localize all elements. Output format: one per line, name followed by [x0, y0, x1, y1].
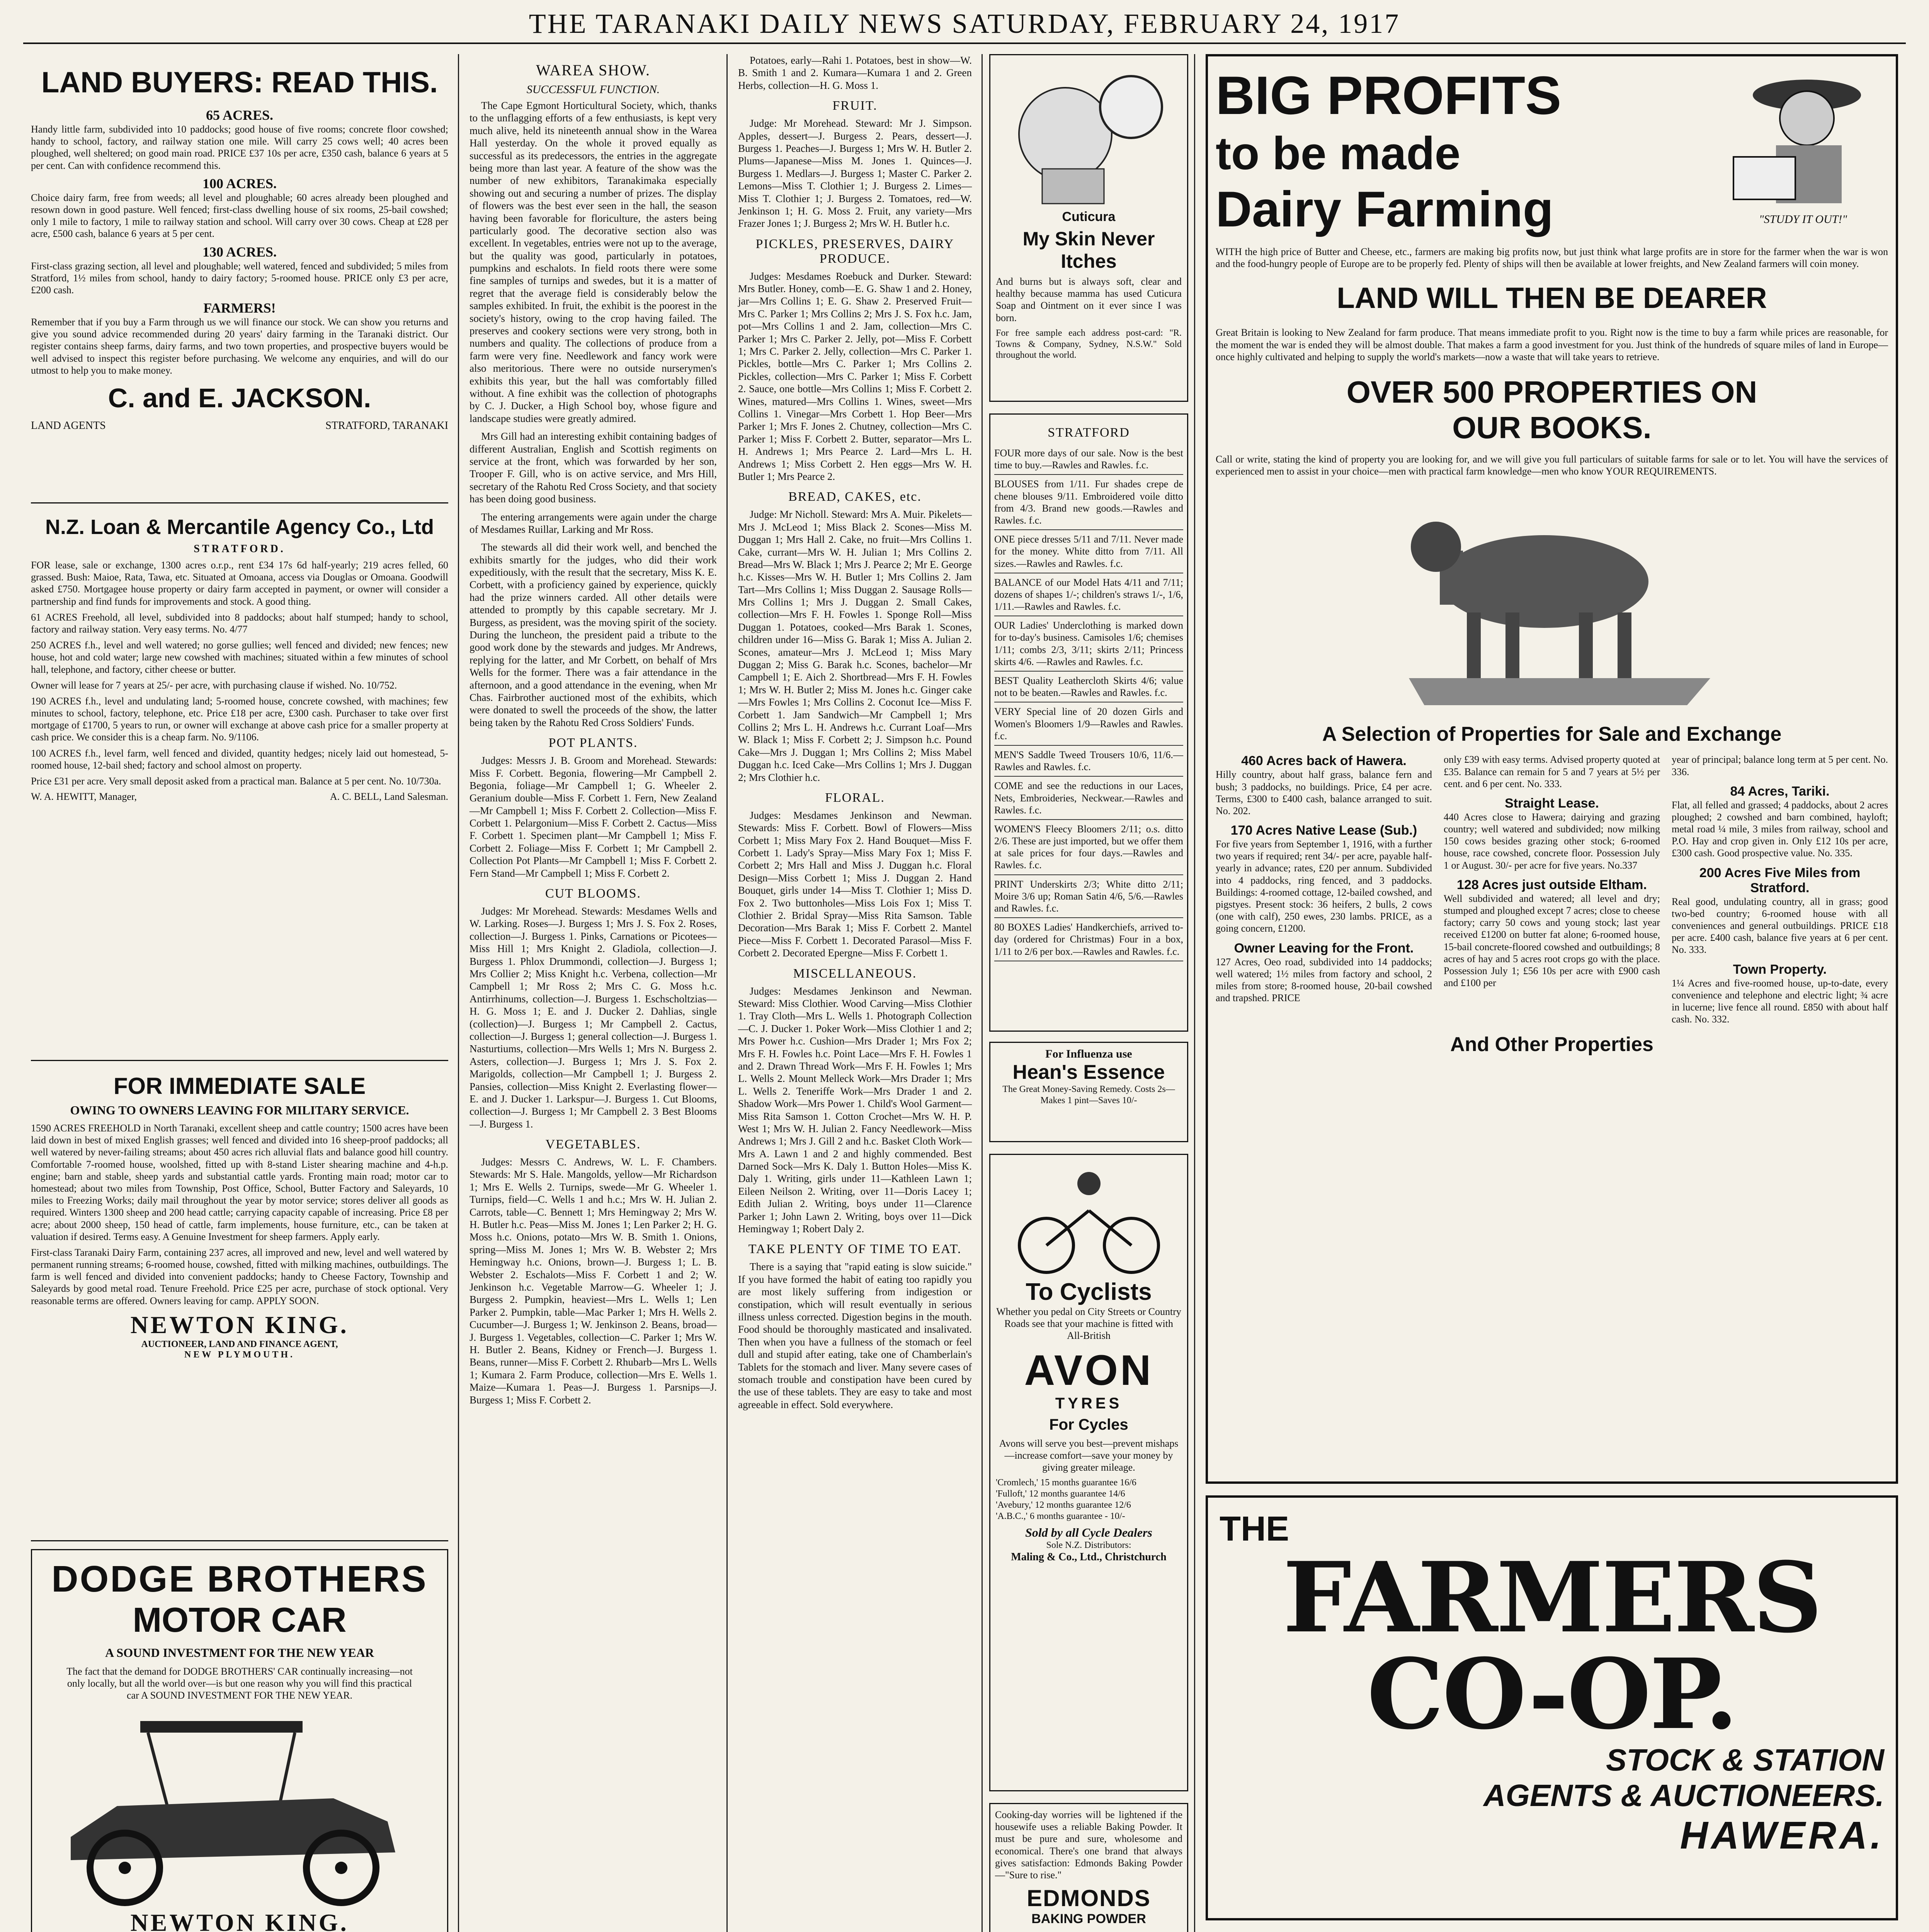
coop-name: FARMERS CO-OP. — [1283, 1541, 1821, 1751]
immediate-firm-town: NEW PLYMOUTH. — [184, 1349, 295, 1360]
heans-brand: Hean's Essence — [1012, 1061, 1165, 1083]
profits-body2: Great Britain is looking to New Zealand for farm produce. That means immediate profit to you. Right now is the time to buy a farm while prices are reasonable, for the moment the war is ended they will be almost double. That makes a farm a good investment for you. Just think of the hundreds of square miles of land in Europe—once highly cultivated and helping to supply the world's markets—now a waste that will take years to retrieve. — [1216, 327, 1888, 362]
jackson-a4-body: Remember that if you buy a Farm through us we will finance our stock. We can show you returns and give you sound advice recommended during 20 years' dairy farming in the Taranaki district. Our register contains sheep farms, dairy farms, and two town properties, and prospective buyers would be well advised to inspect this register before purchasing. We welcome any enquiries, and will do our utmost to help you to make money. — [31, 316, 448, 376]
misc-heading: MISCELLANEOUS. — [793, 966, 917, 981]
nzloan-body6: 100 ACRES f.h., level farm, well fenced and divided, quantity hedges; nicely laid out homestead, 5-roomed house, 12-bail shed; factory and school almost on property. — [31, 747, 448, 771]
heans-small: The Great Money-Saving Remedy. Costs 2s—Makes 1 pint—Saves 10/- — [1002, 1084, 1175, 1105]
coop-the: THE — [1220, 1510, 1289, 1548]
child-mirror-illustration — [996, 61, 1185, 207]
dodge-ad — [31, 1549, 448, 1932]
column-1 — [23, 54, 456, 1932]
p10-body: 1¼ Acres and five-roomed house, up-to-date, every convenience and telephone and electric light; ¾ acre in lucerne; live fence all round. £850 with about half cash. No. 332. — [1672, 977, 1888, 1025]
selection-heading: A Selection of Properties for Sale and Exchange — [1322, 723, 1782, 746]
dodge-tag: A SOUND INVESTMENT FOR THE NEW YEAR — [105, 1646, 374, 1660]
avon-body2: Avons will serve you best—prevent mishaps—increase comfort—save your money by giving greater mileage. — [999, 1437, 1179, 1473]
avon-tyre-4: 'A.B.C.,' 6 months guarantee - 10/- — [996, 1511, 1125, 1521]
coop-line2: AGENTS & AUCTIONEERS. — [1483, 1778, 1884, 1813]
avon-body1: Whether you pedal on City Streets or Country Roads see that your machine is fitted with All-British — [996, 1306, 1181, 1342]
nzloan-body3: 250 ACRES f.h., level and well watered; no gorse gullies; well fenced and divided; new fences; new house, hot and cold water; large new cowshed with machines; situated within a few minutes of school hall, telephone, and factory, cither cheese or butter. — [31, 639, 448, 675]
column-rule — [1194, 54, 1195, 1932]
avon-headline: To Cyclists — [1026, 1279, 1152, 1305]
p3-title: Owner Leaving for the Front. — [1234, 940, 1414, 956]
stratford-classifieds — [989, 413, 1188, 1032]
p9-title: 200 Acres Five Miles from Stratford. — [1699, 865, 1861, 895]
avon-tyre-1: 'Cromlech,' 15 months guarantee 16/6 — [996, 1478, 1136, 1488]
nzloan-sig-left: W. A. HEWITT, Manager, — [31, 791, 137, 803]
p9-body: Real good, undulating country, all in grass; good two-bed country; 6-roomed house with all conveniences and general outbuildings. PRICE £18 per acre. £400 cash, balance five years at 6 per cent. No. 333. — [1672, 896, 1888, 956]
nzloan-town: STRATFORD. — [194, 543, 286, 555]
other-properties: And Other Properties — [1450, 1033, 1653, 1056]
classified-item: PRINT Underskirts 2/3; White ditto 2/11; Moire 3/6 up; Roman Satin 4/6, 5/6.—Rawles and Rawles. f.c. — [994, 875, 1183, 918]
heans-ad — [989, 1042, 1188, 1142]
coop-town: HAWERA. — [1680, 1814, 1884, 1857]
farmer-reading-illustration — [1722, 64, 1884, 211]
nzloan-ad — [31, 511, 448, 1061]
vegetables-heading: VEGETABLES. — [545, 1137, 641, 1152]
nzloan-body1: FOR lease, sale or exchange, 1300 acres o.r.p., rent £34 17s 6d half-yearly; 219 acres felled, 60 grassed. Bush: Maioe, Rata, Tawa, etc. Situated at Omoana, access via Douglas or Omoana. Goodwill asked £750. Mortgagee house property or dairy farm accepted in payment, or owner will consider a partnership and find funds for improvements and stock. A good thing. — [31, 560, 448, 607]
classified-item: FOUR more days of our sale. Now is the best time to buy.—Rawles and Rawles. f.c. — [994, 444, 1183, 475]
jackson-footer-right: STRATFORD, TARANAKI — [325, 420, 448, 432]
nzloan-sig-right: A. C. BELL, Land Salesman. — [330, 791, 448, 803]
warea-intro3: The entering arrangements were again under the charge of Mesdames Ruillar, Larking and Mr Ross. — [469, 511, 717, 535]
classified-item: VERY Special line of 20 dozen Girls and Women's Bloomers 1/9—Rawles and Rawles. f.c. — [994, 702, 1183, 746]
cuticura-headline: My Skin Never Itches — [1022, 228, 1155, 272]
eat-article: There is a saying that "rapid eating is slow suicide." If you have formed the habit of eating too rapidly you are most likely suffering from indigestion or constipation, which will result eventually in serious illness unless corrected. Digestion begins in the mouth. Food should be thoroughly masticated and insalivated. Then when you have a fullness of the stomach or feel dull and stupid after eating, take one of Chamberlain's Tablets for the stomach and liver. Many severe cases of stomach trouble and constipation have been cured by the use of these tablets. They are easy to take and most agreeable in effect. Sold everywhere. — [738, 1261, 972, 1410]
p5-title: Straight Lease. — [1505, 796, 1599, 811]
jackson-a4-title: FARMERS! — [203, 300, 276, 316]
eat-heading: TAKE PLENTY OF TIME TO EAT. — [748, 1242, 962, 1257]
avon-for: For Cycles — [1049, 1416, 1128, 1433]
p1-title: 460 Acres back of Hawera. — [1241, 753, 1407, 769]
classified-item: ONE piece dresses 5/11 and 7/11. Never made for the money. White ditto from 7/11. All sizes.—Rawles and Rawles. f.c. — [994, 530, 1183, 573]
column-rule — [982, 54, 983, 1932]
column-5 — [1198, 54, 1906, 1932]
warea-intro2: Mrs Gill had an interesting exhibit containing badges of different Australian, English and Scottish regiments on service at the front, which was forwarded by her son, Trooper F. Gill, who is on active service, and Mrs Hill, secretary of the Rahotu Red Cross Society, and that society has been doing good business. — [469, 430, 717, 505]
jackson-a1-body: Handy little farm, subdivided into 10 paddocks; good house of five rooms; concrete floor cowshed; handy to school, factory, and railway station one mile. Will carry 25 cows well; 40 acres been ploughed, well sheltered; on good main road. PRICE £37 10s per acre, £350 cash, balance 6 years at 5 per cent. Can with confidence recommend this. — [31, 124, 448, 171]
cuticura-ad — [989, 54, 1188, 402]
column-rule — [726, 54, 728, 1932]
p8-title: 84 Acres, Tariki. — [1730, 784, 1830, 799]
classified-item: OUR Ladies' Underclothing is marked down for to-day's business. Camisoles 1/6; chemises 1/11; combs 2/3, 3/11; skirts 2/11; Princess skirts 4/6. —Rawles and Rawles. f.c. — [994, 616, 1183, 672]
p10-title: Town Property. — [1733, 962, 1827, 977]
farmer-caption: "STUDY IT OUT!" — [1759, 213, 1847, 226]
profits-line1: BIG PROFITS — [1216, 65, 1562, 126]
profits-body: WITH the high price of Butter and Cheese, etc., farmers are making big profits now, but just think what large profits are in store for the farmer when the war is won and the food-hungry people of Europe are to be properly fed. Plenty of ships will then be available at lower freights, and New Zealand farmers will coin money. — [1216, 246, 1888, 270]
heans-for: For Influenza use — [1045, 1048, 1132, 1060]
big-profits-ad — [1206, 54, 1898, 1484]
warea-subtitle: SUCCESSFUL FUNCTION. — [526, 83, 660, 96]
edmonds-sub: BAKING POWDER — [1031, 1912, 1146, 1927]
dodge-body: The fact that the demand for DODGE BROTHERS' CAR continually increasing—not only locally, but all the world over—is but one reason why you will find this practical car A SOUND INVESTMENT FOR THE NEW YEAR. — [66, 1666, 413, 1701]
p6-title: 128 Acres just outside Eltham. — [1457, 877, 1647, 892]
cut-blooms-results: Judges: Mr Morehead. Stewards: Mesdames Wells and W. Larking. Roses—J. Burgess 1; Mrs J. S. Fox 2. Roses, collection—J. Burgess 1. Pinks, Carnations or Picotees—Miss Hill 1; Mrs Knight 2. Gladiola, collection—J. Burgess 1. Phlox Drummondi, collection—J. Burgess 1; Mrs Collier 2; Miss Knight h.c. Verbena, collection—Mr Campbell 1; Mr Ross 2; Mrs C. G. Moss h.c. Antirrhinums, collection—J. Burgess 1. Eschscholtzias—H. G. Moss 1; E. and J. Ducker 2. Dahlias, single (collection)—J. Burgess 1; Mr Campbell 2. Cactus, collection—J. Burgess 1; general collection—J. Burgess 1. Nasturtiums, collection—Mrs Wells 1; Mrs N. Burgess 2. Asters, collection—J. Burgess 1; Mrs J. S. Fox 2. Marigolds, collection—Mr Campbell 1; J. Burgess 2. Pansies, collection—Miss Knight 2. Everlasting flower—E. and J. Ducker 1. Larkspur—J. Burgess 1. Cut Blooms, collection—J. Burgess 1; Mr Campbell 2. 3 Best Blooms—J. Burgess 1. — [469, 905, 717, 1130]
masthead: THE TARANAKI DAILY NEWS SATURDAY, FEBRUARY 24, 1917 — [23, 8, 1906, 44]
cuticura-small: For free sample each address post-card: "R. Towns & Company, Sydney, N.S.W." Sold throughout the world. — [996, 328, 1182, 361]
warea-intro1: The Cape Egmont Horticultural Society, which, thanks to the unflagging efforts of a few enthusiasts, is kept very much alive, held its nineteenth annual show in the Warea Hall yesterday. On the whole it proved equally as successful as its predecessors, the entries in the aggregate being more than last year. A feature of the show was the number of new exhibitors, Taranakimaka especially showing out and securing a number of prizes. The display of flowers was the best ever seen in the hall, the season having been favorable for floriculture, the asters being particularly good. The decorative section also was excellent. In vegetables, entries were not up to the average, but the quality was good, particularly in potatoes, pumpkins and eschalots. In field roots there were some fine samples of turnips and swedes, but it is a matter of regret that the average field is considerably below the samples exhibited. In fruit, the exhibit is the poorest in the society's history, owing to the crop having failed. The preserves and cookery sections were very strong, both in numbers and quality. The collections of produce from a farm were very fine. Needlework and fancy work were also meritorious. There were no outside nurserymen's exhibits this year, but the hall was comfortably filled without. A fine exhibit was the collection of photographs by C. J. Ducker, a High School boy, whose figure and landscape studies were greatly admired. — [469, 100, 717, 424]
floral-heading: FLORAL. — [825, 790, 885, 805]
coop-line1: STOCK & STATION — [1606, 1743, 1884, 1777]
pot-plants-results: Judges: Messrs J. B. Groom and Morehead. Stewards: Miss F. Corbett. Begonia, flowering—Mr Campbell 2. Begonia, foliage—Mr Campbell 1; G. Wheeler 2. Geranium double—Miss F. Corbett 1. Fern, New Zealand—Mr Campbell 1; Miss F. Corbett 2. Collection—Miss F. Corbett 1. Pelargonium—Miss F. Corbett 2. Cactus—Miss F. Corbett 1. Specimen plant—Mr Campbell 1; Miss F. Corbett 2. Foliage—Miss F. Corbett 1; Mr Campbell 2. Collection Pot Plants—Mr Campbell 1; Miss F. Corbett 2. Fern Stand—Mr Campbell 1; Miss F. Corbett 2. — [469, 755, 717, 879]
produce-results: Potatoes, early—Rahi 1. Potatoes, best in show—W. B. Smith 1 and 2. Kumara—Kumara 1 and 2. Green Herbs, collection—H. G. Moss 1. — [738, 54, 972, 91]
p3-body: 127 Acres, Oeo road, subdivided into 14 paddocks; well watered; 1½ miles from factory and school, 2 miles from store; 8-roomed house, 20-bail cowshed and trapshed. PRICE — [1216, 956, 1432, 1004]
p6-body: Well subdivided and watered; all level and dry; stumped and ploughed except 7 acres; close to cheese factory; carry 50 cows and young stock; last year received £1200 on butter fat alone; 6-roomed house, 15-bail concrete-floored cowshed and outbuildings; 8 acres of hay and 5 acres root crops go with the place. Possession July 1; £56 10s per acre with £900 cash and £100 per — [1444, 893, 1660, 989]
avon-tyre-2: 'Fulloft,' 12 months guarantee 14/6 — [996, 1488, 1125, 1499]
p5-body: 440 Acres close to Hawera; dairying and grazing country; well watered and subdivided; now milking 150 cows besides grazing other stock; 6-roomed house, race cowshed, concrete floor. Possession July 1 or August. 30/- per acre for five years. No.337 — [1444, 811, 1660, 871]
jackson-footer-left: LAND AGENTS — [31, 420, 106, 432]
bread-heading: BREAD, CAKES, etc. — [788, 490, 922, 504]
classified-item: 80 BOXES Ladies' Handkerchiefs, arrived to-day (ordered for Christmas) Four in a box, 1/11 to 2/6 per box.—Rawles and Rawles. f.c. — [994, 918, 1183, 961]
column-rule — [458, 54, 459, 1932]
stratford-head: STRATFORD — [1048, 425, 1130, 440]
nzloan-body2: 61 ACRES Freehold, all level, subdivided into 8 paddocks; about half stumped; handy to school, factory and railway station. Very easy terms. No. 4/77 — [31, 611, 448, 635]
immediate-firm: NEWTON KING. — [130, 1311, 349, 1338]
classified-item: COME and see the reductions in our Laces, Nets, Embroideries, Neckwear.—Rawles and Rawles. f.c. — [994, 777, 1183, 820]
fruit-results: Judge: Mr Morehead. Steward: Mr J. Simpson. Apples, dessert—J. Burgess 2. Pears, dessert—J. Burgess 1. Peaches—J. Burgess 1; Mrs W. H. Butler 2. Plums—Japanese—Miss M. Jones 1. Quinces—J. Burgess 1. Medlars—J. Burgess 1; Master C. Parker 2. Lemons—Miss T. Clothier 1; J. Burgess 2. Limes—Miss T. Clothier 1; J. Burgess 2. Tomatoes, red—W. Jenkinson 1; H. G. Moss 2. Fruit, any variety—Mrs Frazer Jones 1; J. Burgess 2; Mrs W. H. Butler h.c. — [738, 117, 972, 230]
pot-plants-heading: POT PLANTS. — [548, 736, 638, 750]
jackson-a1-title: 65 ACRES. — [206, 107, 274, 123]
dodge-brand2: MOTOR CAR — [133, 1601, 347, 1639]
motor-car-illustration — [40, 1706, 426, 1906]
avon-dist1: Sole N.Z. Distributors: — [1046, 1540, 1131, 1551]
cuticura-brand: Cuticura — [1062, 209, 1116, 224]
profits-line3: Dairy Farming — [1216, 181, 1554, 237]
properties-heading-2: OUR BOOKS. — [1452, 410, 1652, 445]
immediate-sub: OWING TO OWNERS LEAVING FOR MILITARY SERVICE. — [70, 1103, 409, 1117]
properties-heading-1: OVER 500 PROPERTIES ON — [1346, 374, 1757, 409]
avon-tyres: TYRES — [1055, 1395, 1123, 1412]
jackson-a3-body: First-class grazing section, all level and ploughable; well watered, fenced and subdivided; 5 miles from Stratford, 1½ miles from school, handy to dairy factory; 5-roomed house. PRICE only £3 per acre, £200 cash. — [31, 260, 448, 296]
column-4 — [985, 54, 1192, 1932]
dodge-firm: NEWTON KING. — [130, 1908, 349, 1932]
pickles-heading: PICKLES, PRESERVES, DAIRY PRODUCE. — [755, 236, 954, 266]
jackson-firm: C. and E. JACKSON. — [108, 383, 371, 413]
misc-results: Judges: Mesdames Jenkinson and Newman. Steward: Miss Clothier. Wood Carving—Miss Clothier 1. Tray Cloth—Mrs L. Wells 1. Photograph Collection—C. J. Ducker 1. Poker Work—Miss Clothier 1 and 2; Mrs Power h.c. Cushion—Mrs Drader 1; Mrs Fox 2; Mrs F. H. Fowles h.c. Point Lace—Mrs F. H. Fowles 1 and 2. Drawn Thread Work—Mrs F. H. Fowles 1; Mrs L. Wells 2. Mount Melleck Work—Mrs Drader 1; Mrs L. Wells 2. Teneriffe Work—Mrs Drader 1 and 2. Shadow Work—Mrs Power 1. Child's Wool Garment—Miss Rita Samson 1. Cotton Crochet—Mrs W. H. P. West 1; Mrs W. H. Julian 2. Fancy Needlework—Miss Andrews 1; Mrs J. Gill 2 and h.c. Basket Cloth Work—Mrs A. Lawn 1 and 2 and highly commended. Best Darned Sock—Mrs K. Daly 1. Button Holes—Miss K. Daly 1. Writing, girls under 11—Kathleen Lawn 1; Eileen Neilson 2. Writing, over 11—Doris Lacey 1; Edith Julian 2. Writing, boys under 11—Clarence Parker 1; John Lawn 2. Writing, boys over 11—Dick Hemingway 1; Robert Daly 2. — [738, 985, 972, 1235]
nzloan-body5: 190 ACRES f.h., level and undulating land; 5-roomed house, concrete cowshed, with machines; few minutes to school, factory, telephone, etc. Price £18 per acre, £300 cash. Purchaser to take over first mortgage of £1700, 5 years to run, or owner will exchange at above cash price for a smaller property at cash price. We consider this is a cheap farm. No. 9/1106. — [31, 695, 448, 743]
warea-intro4: The stewards all did their work well, and benched the exhibits smartly for the judges, who did their work expeditiously, with the result that the secretary, Miss K. E. Corbett, with a proficiency gained by experience, quickly had the prize winners carded. All other details were attended to promptly by this capable secretary. Mr J. Burgess, as president, was the moving spirit of the society. During the luncheon, the president paid a tribute to the good work done by the stewards and judges. Mr Andrews, replying for the latter, and Mr Corbett, on behalf of Mrs Wells for the former. There was a fair attendance in the afternoon, and a good attendance in the evening, when Mr Chas. Fairbrother auctioned most of the exhibits, which were donated to swell the proceeds of the show, the latter being taken by the Rahotu Red Cross Soldiers' Funds. — [469, 541, 717, 728]
classified-item: WOMEN'S Fleecy Bloomers 2/11; o.s. ditto 2/6. These are just imported, but we offer them at sale prices for four days.—Rawles and Rawles. f.c. — [994, 820, 1183, 875]
fruit-heading: FRUIT. — [832, 99, 878, 113]
bread-results: Judge: Mr Nicholl. Steward: Mrs A. Muir. Pikelets—Mrs J. McLeod 1; Miss Black 2. Scones—Miss M. Duggan 1; Mrs Hall 2. Cake, no fruit—Mrs Collins 1. Cake, currant—Mrs W. H. Julian 1; Mrs Collins 2. Bread—Mrs W. Black 1; Mrs J. Pearce 2; Mr E. George h.c. Kisses—Mrs W. H. Butler 1; Mrs Collins 2. Jam Tart—Mrs Collins 1; Miss Duggan 2. Sausage Rolls—Mrs Collins 1; Mrs J. Duggan 2. Small Cakes, collection—Mrs F. H. Fowles 1. Sponge Roll—Miss Duggan 1. Potatoes, cooked—Mrs Barak 1. Scones, children under 16—Miss G. Barak 1; Miss A. Julian 2. Scones, amateur—Mrs J. McLeod 1; Miss Mary Duggan 2; Miss G. Barak h.c. Scones, bachelor—Mr Campbell 1; E. Aich 2. Shortbread—Mrs F. H. Fowles 1; Mrs W. H. Butler 2; Miss M. Jones h.c. Ginger cake—Mrs Fowles 1; Mrs Collins 2. Coconut Ice—Miss F. Corbett 1. Jam Sandwich—Mr Campbell 1; Mrs Collins 2; Mrs L. H. Andrews h.c. Currant Loaf—Mrs W. Black 1; Miss F. Corbett 2; J. Simpson h.c. Pound Cake—Mrs J. Duggan 1; Mrs Collins 2; Miss Mabel Duggan h.c. Iced Cake—Mrs Collins 1; Mrs J. Duggan 2; Mrs Clothier h.c. — [738, 509, 972, 783]
p7-body: year of principal; balance long term at 5 per cent. No. 336. — [1672, 754, 1888, 777]
immediate-headline: FOR IMMEDIATE SALE — [113, 1073, 366, 1099]
p2-title: 170 Acres Native Lease (Sub.) — [1230, 823, 1417, 838]
profits-body3: Call or write, stating the kind of property you are looking for, and we will give you full particulars of suitable farms for sale or to let. You will have the services of experienced men to assist in your choice—men with practical farm knowledge—men who know YOUR REQUIREMENTS. — [1216, 453, 1888, 477]
avon-ad — [989, 1154, 1188, 1791]
floral-results: Judges: Mesdames Jenkinson and Newman. Stewards: Miss F. Corbett. Bowl of Flowers—Miss Corbett 1; Miss Mary Fox 2. Hand Bouquet—Miss F. Corbett 1. Lady's Spray—Miss Mary Fox 1; Miss F. Corbett 2; Mrs Hall and Miss J. Duggan h.c. Floral Design—Miss Corbett 1; Miss J. Duggan 2. Hand Bouquet, girls under 14—Miss T. Clothier 1; Miss D. Fox 2. Two buttonholes—Miss Lois Fox 1; Miss T. Clothier 2. Bridal Spray—Miss Rita Samson. Table Decoration—Mrs Barak 1; Miss F. Corbett 2. Mantel Piece—Miss F. Corbett 1. Decorated Parasol—Miss F. Corbett 2. Decorated Epergne—Miss F. Corbett 1. — [738, 809, 972, 959]
p4-body: only £39 with easy terms. Advised property quoted at £35. Balance can remain for 5 and 7 years at 5½ per cent. and 6 per cent. No. 333. — [1444, 754, 1660, 789]
nzloan-body7: Price £31 per acre. Very small deposit asked from a practical man. Balance at 5 per cent. No. 10/730a. — [31, 776, 441, 787]
jackson-a3-title: 130 ACRES. — [202, 244, 277, 260]
cut-blooms-heading: CUT BLOOMS. — [545, 886, 641, 901]
profits-line2: to be made — [1216, 128, 1461, 179]
avon-dist2: Maling & Co., Ltd., Christchurch — [1011, 1551, 1167, 1563]
cuticura-body: And burns but is always soft, clear and healthy because mamma has used Cuticura Soap and Ointment on it ever since I was born. — [996, 276, 1182, 323]
cyclist-illustration — [996, 1160, 1182, 1276]
classified-item: BEST Quality Leathercloth Skirts 4/6; value not to be beaten.—Rawles and Rawles. f.c. — [994, 672, 1183, 702]
edmonds-ad — [989, 1803, 1188, 1932]
column-2 — [462, 54, 725, 1932]
nzloan-headline: N.Z. Loan & Mercantile Agency Co., Ltd — [45, 515, 434, 539]
vegetables-results: Judges: Messrs C. Andrews, W. L. F. Chambers. Stewards: Mr S. Hale. Mangolds, yellow—Mr Richardson 1; Mrs E. Wells 2. Turnips, swede—Mr G. Wheeler 1. Turnips, field—C. Wells 1 and h.c.; Mrs W. H. Julian 2. Carrots, table—C. Bennett 1; Mrs Hemingway 2; Mrs W. H. Butler h.c. Peas—Miss M. Jones 1; Len Parker 2; H. G. Moss h.c. Onions, potato—Mrs W. B. Smith 1. Onions, spring—Miss M. Jones 1; Mrs W. B. Webster 2; Mrs Hemingway h.c. Onions, brown—J. Burgess 1; L. B. Webster 2. Eschalots—Miss F. Corbett 1 and 2; W. Jenkinson h.c. Vegetable Marrow—G. Wheeler 1; J. Burgess 2. Pumpkin, heaviest—Mrs L. Wells 1; Len Parker 2. Pumpkin, table—Mac Parker 1; Mrs H. Wells 2. Cucumber—J. Burgess 1; W. Jenkinson 2. Beans, broad—J. Burgess 1. Vegetables, collection—C. Parker 1; Mrs W. H. Butler 2. Beans, Kidney or French—J. Burgess 1. Beans, runner—Miss F. Corbett 2. Rhubarb—Mrs L. Wells 1; Kumara 2. Farm Produce, collection—Mrs E. Wells 1. Maize—Kumara 1. Peas—J. Burgess 1. Parsnips—J. Burgess 1; Miss F. Corbett 2. — [469, 1156, 717, 1406]
immediate-body1: 1590 ACRES FREEHOLD in North Taranaki, excellent sheep and cattle country; 1500 acres have been laid down in best of mixed English grasses; well fenced and divided into 16 sheep-proof paddocks; all well watered by never-failing streams; about 450 acres rich alluvial flats and balance good hill country. Comfortable 7-roomed house, woolshed, fitted up with 8-stand Lister shearing machine and 4-h.p. engine; barn and stable, sheep yards and substantial cattle yards. Fronting main road; motor car to homestead; about two miles from Township, Post Office, School, Butter Factory and Saleyards, 10 miles to Freezing Works; daily mail throughout the year by motor service; stores deliver all goods as required. Winters 1300 sheep and 200 head cattle; carrying capacity capable of increasing. Price £8 per acre; about 2000 sheep, 150 head of cattle, farm implements, house furniture, etc., can be taken at valuation if desired. Terms easy. A Genuine Investment for sheep farmers. Apply early. — [31, 1122, 448, 1242]
p1-body: Hilly country, about half grass, balance fern and bush; 3 paddocks, no buildings. Price, £4 per acre. Terms, £300 to £400 cash, balance arranged to suit. No. 202. — [1216, 769, 1432, 816]
jackson-footer — [31, 420, 448, 432]
jackson-headline: LAND BUYERS: READ THIS. — [41, 66, 438, 99]
column-3 — [730, 54, 980, 1932]
jackson-a2-body: Choice dairy farm, free from weeds; all level and ploughable; 60 acres already been ploughed and resown down in good pasture. Well fenced; first-class dwelling house of six rooms, 25-bail cowshed; only 1 mile to factory, 1 mile to railway station and school. Will carry over 30 cows. Cheap at £28 per acre, £500 cash, balance 6 years at 5 per cent. — [31, 192, 448, 240]
edmonds-brand: EDMONDS — [1027, 1885, 1151, 1912]
farmers-coop-ad — [1206, 1495, 1898, 1920]
warea-title: WAREA SHOW. — [536, 61, 651, 79]
jackson-a2-title: 100 ACRES. — [202, 175, 277, 191]
avon-brand: AVON — [1024, 1346, 1153, 1394]
classified-item: MEN'S Saddle Tweed Trousers 10/6, 11/6.—Rawles and Rawles. f.c. — [994, 746, 1183, 777]
dodge-brand1: DODGE BROTHERS — [51, 1558, 428, 1600]
land-dearer-heading: LAND WILL THEN BE DEARER — [1337, 282, 1767, 315]
cow-illustration — [1378, 481, 1726, 713]
immediate-firm-sub: AUCTIONEER, LAND AND FINANCE AGENT, — [141, 1339, 338, 1349]
jackson-ad — [31, 54, 448, 503]
pickles-results: Judges: Mesdames Roebuck and Durker. Steward: Mrs Butler. Honey, comb—E. G. Shaw 1 and 2. Honey, jar—Mrs Collins 1; E. G. Shaw 2. Preserved Fruit—Mrs C. Parker 1; Mrs Collins 2; Mrs J. S. Fox h.c. Jam, pot—Mrs Collins 1 and 2. Jam, collection—Mrs C. Parker 1; Mrs C. Parker 2. Jelly, pot—Miss F. Corbett 1; Mrs C. Parker 2. Jelly, collection—Mrs C. Parker 1. Pickles, bottle—Mrs C. Parker 1; Mrs Collins 2. Pickles, collection—Mrs C. Parker 1; Miss F. Corbett 2. Sauce, one bottle—Mrs Collins 1; Miss F. Corbett 2. Wines, matured—Mrs Collins 1. Wines, sweet—Mrs Collins 1. Vinegar—Mrs Corbett 1. Hop Beer—Mrs Parker 1; Mrs F. Jones 2. Chutney, collection—Mrs C. Parker 1; Miss F. Corbett 2. Butter, separator—Mrs L. H. Andrews 1; Mrs Pearce 2. Lard—Mrs L. H. Andrews 1; Miss Corbett 2. Hen eggs—Mrs W. H. Butler 1; Mrs Pearce 2. — [738, 270, 972, 482]
immediate-body2: First-class Taranaki Dairy Farm, containing 237 acres, all improved and new, level and well watered by permanent running streams; 6-roomed house, cowshed, fitted with milking machines, outbuildings. The farm is well fenced and divided into convenient paddocks; handy to Cheese Factory, Township and Saleyards by good metal road. Tenure Freehold. Price £25 per acre, purchase of stock optional. Very reasonable terms are offered. Owners leaving for camp. APPLY SOON. — [31, 1247, 448, 1306]
nzloan-signatures — [31, 791, 448, 803]
p8-body: Flat, all felled and grassed; 4 paddocks, about 2 acres ploughed; 2 cowshed and barn combined, hayloft; metal road ¼ mile, 3 miles from railway, school and P.O. Hay and crop given in. Only £12 10s per acre, £300 cash. Good prospective value. No. 335. — [1672, 799, 1888, 859]
classified-item: BALANCE of our Model Hats 4/11 and 7/11; dozens of shapes 1/-; children's straws 1/-, 1/6, 1/11.—Rawles and Rawles. f.c. — [994, 573, 1183, 617]
immediate-sale-ad — [31, 1069, 448, 1541]
avon-sold: Sold by all Cycle Dealers — [1025, 1526, 1152, 1540]
nzloan-body4: Owner will lease for 7 years at 25/- per acre, with purchasing clause if wished. No. 10/752. — [31, 679, 397, 691]
classified-item: BLOUSES from 1/11. Fur shades crepe de chene blouses 9/11. Embroidered voile ditto from 4/3. Brand new goods.—Rawles and Rawles. f.c. — [994, 475, 1183, 530]
avon-tyre-3: 'Avebury,' 12 months guarantee 12/6 — [996, 1500, 1131, 1510]
p2-body: For five years from September 1, 1916, with a further two years if required; rent 34/- per acre, payable half-yearly in advance; rates, £20 per annum. Subdivided into 4 paddocks, ring fenced, and 3 paddocks. Buildings: 4-roomed cottage, 12-bailed cowshed, and pigstyes. Present stock: 36 heifers, 2 bulls, 2 cows (one with calf), 250 ewes, 230 lambs. PRICE, as a going concern, £1200. — [1216, 838, 1432, 934]
edmonds-body: Cooking-day worries will be lightened if the housewife uses a reliable Baking Powder. It must be pure and sure, wholesome and economical. There's one brand that always gives satisfaction: Edmonds Baking Powder—"Sure to rise." — [995, 1809, 1182, 1881]
